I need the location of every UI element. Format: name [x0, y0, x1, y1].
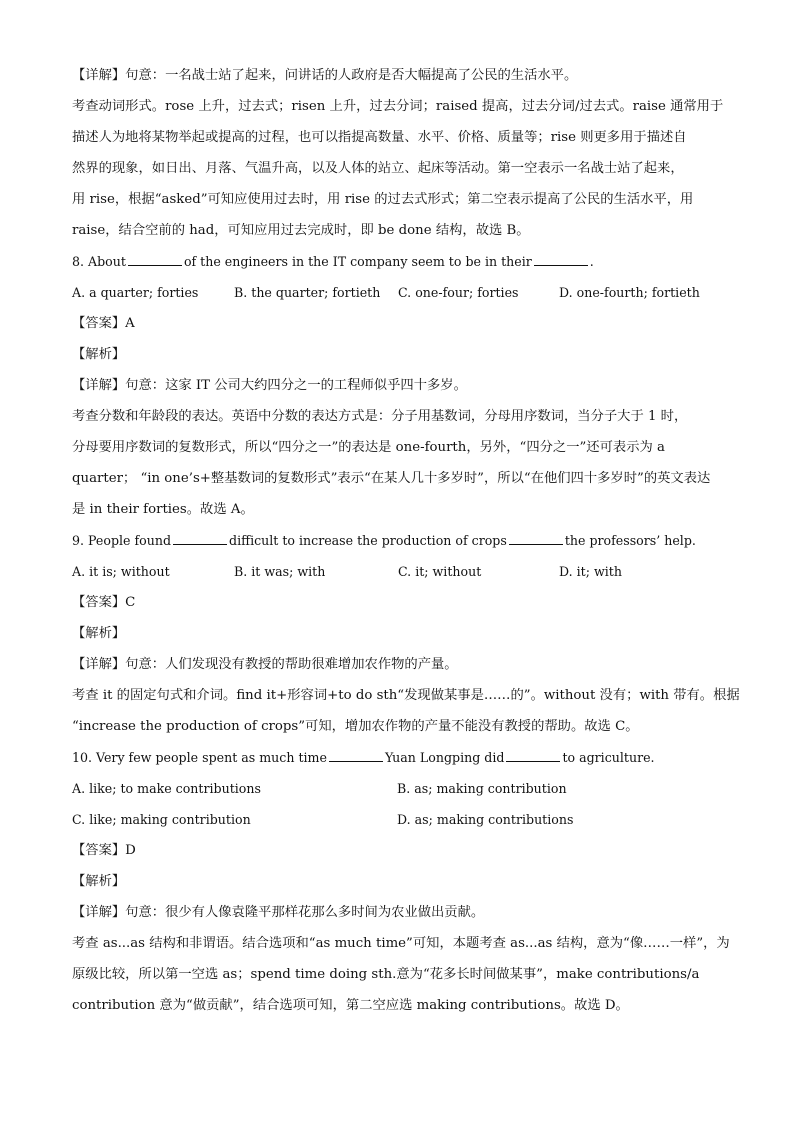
- question-stem: [72, 246, 722, 277]
- question-text: 9. People found: [72, 533, 172, 548]
- question-text: the professors’ help.: [564, 533, 696, 548]
- text-line: 【答案】A: [72, 316, 135, 331]
- question-text: .: [589, 254, 594, 269]
- text-line: 【详解】句意：这家 IT 公司大约四分之一的工程师似乎四十多岁。: [72, 378, 467, 393]
- option-item: A. it is; without: [72, 564, 170, 579]
- text-line: 【解析】: [72, 874, 126, 889]
- text-line: 分母要用序数词的复数形式，所以“四分之一”的表达是 one-fourth，另外，“四分之一”还可表示为 a: [72, 440, 665, 455]
- question-text: of the engineers in the IT company seem to be in their: [183, 254, 532, 269]
- options-row: [72, 556, 722, 587]
- text-line: 【答案】D: [72, 843, 136, 858]
- text-line: 【详解】句意：很少有人像袁隆平那样花那么多时间为农业做出贡献。: [72, 905, 485, 920]
- text-line: 用 rise，根据“asked”可知应使用过去时，用 rise 的过去式形式；第二空表示提高了公民的生活水平，用: [72, 192, 694, 207]
- answer-blank: [509, 534, 563, 545]
- answer-blank: [534, 255, 588, 266]
- question-text: to agriculture.: [562, 750, 655, 765]
- option-item: B. it was; with: [234, 564, 326, 579]
- option-item: B. as; making contribution: [397, 781, 567, 796]
- text-line: “increase the production of crops”可知，增加农作物的产量不能没有教授的帮助。故选 C。: [72, 719, 639, 734]
- text-line: 【解析】: [72, 626, 126, 641]
- question-stem: [72, 525, 722, 556]
- text-line: 【解析】: [72, 347, 126, 362]
- question-text: 10. Very few people spent as much time: [72, 750, 327, 765]
- option-item: C. it; without: [398, 564, 482, 579]
- text-line: 是 in their forties。故选 A。: [72, 502, 254, 517]
- option-item: C. like; making contribution: [72, 812, 251, 827]
- text-line: 考查动词形式。rose 上升，过去式；risen 上升，过去分词；raised 提高，过去分词/过去式。raise 通常用于: [72, 99, 724, 114]
- text-line: 描述人为地将某物举起或提高的过程，也可以指提高数量、水平、价格、质量等；rise 则更多用于描述自: [72, 130, 687, 145]
- answer-blank: [173, 534, 227, 545]
- option-item: D. as; making contributions: [397, 812, 574, 827]
- text-line: quarter； “in one’s+整基数词的复数形式”表示“在某人几十多岁时”，所以“在他们四十多岁时”的英文表达: [72, 471, 711, 486]
- options-row: [72, 773, 722, 804]
- text-line: 考查 it 的固定句式和介词。find it+形容词+to do sth“发现做某事是……的”。without 没有；with 带有。根据: [72, 688, 740, 703]
- answer-blank: [128, 255, 182, 266]
- text-line: raise，结合空前的 had，可知应用过去完成时，即 be done 结构，故选 B。: [72, 223, 530, 238]
- options-row: [72, 277, 722, 308]
- text-line: 【详解】句意：一名战士站了起来，问讲话的人政府是否大幅提高了公民的生活水平。: [72, 68, 578, 83]
- text-line: contribution 意为“做贡献”，结合选项可知，第二空应选 making contributions。故选 D。: [72, 998, 629, 1013]
- answer-blank: [329, 751, 383, 762]
- option-item: D. it; with: [559, 564, 622, 579]
- text-line: 【详解】句意：人们发现没有教授的帮助很难增加农作物的产量。: [72, 657, 458, 672]
- answer-blank: [506, 751, 560, 762]
- options-row: [72, 804, 722, 835]
- text-line: 考查分数和年龄段的表达。英语中分数的表达方式是：分子用基数词，分母用序数词，当分子大于 1 时，: [72, 409, 688, 424]
- option-item: D. one-fourth; fortieth: [559, 285, 700, 300]
- option-item: C. one-four; forties: [398, 285, 519, 300]
- question-text: difficult to increase the production of crops: [229, 533, 507, 548]
- text-line: 考查 as...as 结构和非谓语。结合选项和“as much time”可知，本题考查 as...as 结构，意为“像……一样”，为: [72, 936, 730, 951]
- option-item: A. a quarter; forties: [72, 285, 199, 300]
- question-text: Yuan Longping did: [384, 750, 505, 765]
- text-line: 【答案】C: [72, 595, 136, 610]
- question-stem: [72, 742, 722, 773]
- question-text: 8. About: [72, 254, 126, 269]
- option-item: A. like; to make contributions: [72, 781, 261, 796]
- text-line: 然界的现象，如日出、月落、气温升高，以及人体的站立、起床等活动。第一空表示一名战士站了起来，: [72, 161, 684, 176]
- text-line: 原级比较，所以第一空选 as；spend time doing sth.意为“花多长时间做某事”，make contributions/a: [72, 967, 700, 982]
- document-content: [72, 60, 740, 1021]
- option-item: B. the quarter; fortieth: [234, 285, 381, 300]
